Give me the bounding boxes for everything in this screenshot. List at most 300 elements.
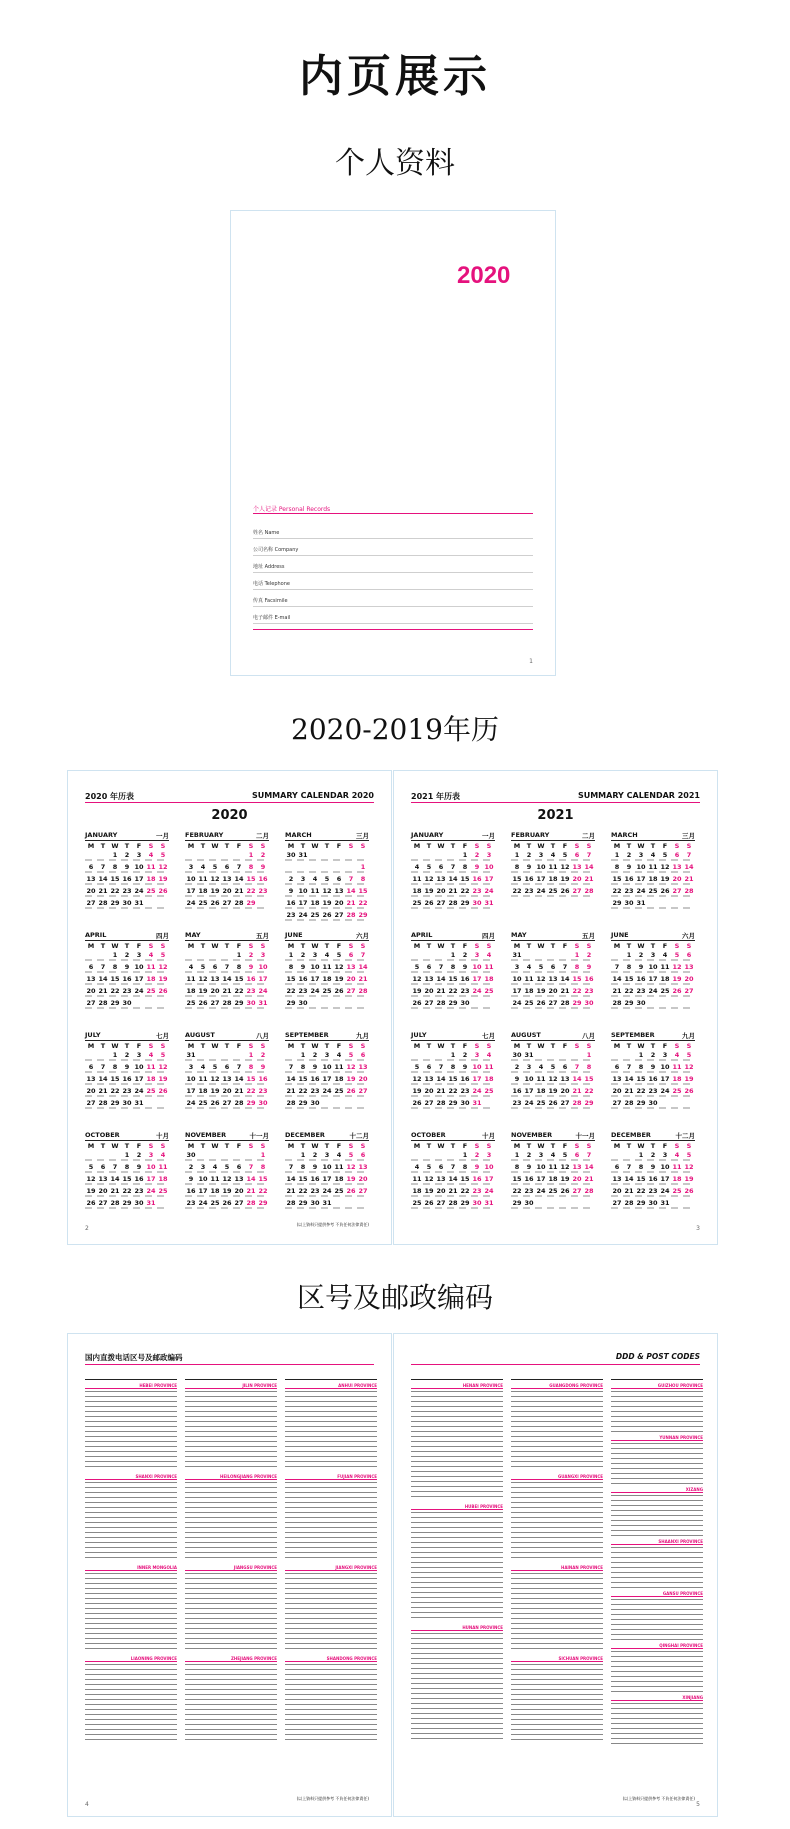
day-cell: 15 bbox=[298, 1075, 308, 1083]
day-cell: 9 bbox=[260, 1063, 266, 1071]
weekday-label: T bbox=[450, 1142, 456, 1150]
month-rule bbox=[611, 940, 695, 941]
day-cell: 7 bbox=[100, 863, 106, 871]
day-cell bbox=[197, 1151, 209, 1159]
day-cell: 21 bbox=[436, 987, 446, 995]
month-name-en: MARCH bbox=[285, 831, 312, 839]
day-cell bbox=[435, 1051, 447, 1059]
weekday-label: F bbox=[462, 842, 468, 850]
day-cell: 21 bbox=[584, 875, 594, 883]
day-cell: 6 bbox=[686, 951, 692, 959]
weekday-label: S bbox=[474, 842, 480, 850]
week-row bbox=[185, 1175, 269, 1183]
week-row bbox=[285, 1099, 369, 1107]
lunar-text bbox=[411, 995, 495, 997]
weekday-label: W bbox=[537, 1042, 545, 1050]
day-cell: 7 bbox=[236, 863, 242, 871]
day-cell: 20 bbox=[86, 887, 96, 895]
day-cell: 26 bbox=[412, 1099, 422, 1107]
week-row bbox=[85, 987, 169, 995]
day-cell: 30 bbox=[310, 1199, 320, 1207]
calendar-title-en: SUMMARY CALENDAR 2020 bbox=[251, 791, 374, 800]
month-block bbox=[611, 1031, 695, 1117]
week-row bbox=[411, 1087, 495, 1095]
weekday-label: T bbox=[526, 942, 532, 950]
day-cell: 20 bbox=[572, 875, 582, 883]
day-cell: 28 bbox=[110, 1199, 120, 1207]
lunar-text bbox=[85, 1107, 169, 1109]
day-cell: 23 bbox=[122, 1087, 132, 1095]
day-cell bbox=[411, 1151, 423, 1159]
day-cell: 31 bbox=[258, 999, 268, 1007]
day-cell: 31 bbox=[472, 1099, 482, 1107]
day-cell: 11 bbox=[146, 863, 156, 871]
day-cell: 8 bbox=[626, 963, 632, 971]
day-cell: 10 bbox=[186, 875, 196, 883]
day-cell: 12 bbox=[346, 1163, 356, 1171]
day-cell: 10 bbox=[146, 1163, 156, 1171]
day-cell: 2 bbox=[462, 1051, 468, 1059]
day-cell: 14 bbox=[234, 875, 244, 883]
day-cell bbox=[647, 999, 659, 1007]
day-cell: 8 bbox=[236, 963, 242, 971]
week-row bbox=[511, 1151, 595, 1159]
province-heading: HUNAN PROVINCE bbox=[411, 1625, 503, 1631]
day-cell: 17 bbox=[322, 1075, 332, 1083]
page-footnote: (以上資料只提供參考 不負任何法律責任) bbox=[296, 1796, 369, 1801]
day-cell: 10 bbox=[310, 963, 320, 971]
day-cell bbox=[535, 951, 547, 959]
day-cell: 26 bbox=[198, 999, 208, 1007]
lunar-text bbox=[411, 895, 495, 897]
day-cell: 4 bbox=[550, 851, 556, 859]
lunar-text bbox=[185, 1159, 269, 1161]
day-cell bbox=[345, 863, 357, 871]
week-row bbox=[611, 851, 695, 859]
day-cell bbox=[233, 1051, 245, 1059]
day-cell: 18 bbox=[672, 1075, 682, 1083]
day-cell: 18 bbox=[484, 975, 494, 983]
day-cell: 30 bbox=[246, 999, 256, 1007]
day-cell bbox=[483, 1099, 495, 1107]
day-cell: 19 bbox=[346, 1175, 356, 1183]
month-block bbox=[611, 831, 695, 917]
day-cell: 9 bbox=[626, 863, 632, 871]
month-name-en: NOVEMBER bbox=[511, 1131, 553, 1139]
day-cell: 19 bbox=[672, 975, 682, 983]
day-cell: 10 bbox=[198, 1175, 208, 1183]
province-entries bbox=[85, 1573, 177, 1653]
weekday-label: F bbox=[662, 1142, 668, 1150]
province-entries bbox=[85, 1482, 177, 1562]
day-cell: 23 bbox=[636, 987, 646, 995]
day-cell: 9 bbox=[248, 963, 254, 971]
day-cell: 2 bbox=[312, 1051, 318, 1059]
day-cell: 24 bbox=[484, 887, 494, 895]
week-row bbox=[511, 951, 595, 959]
month-rule bbox=[285, 1040, 369, 1041]
weekday-label: T bbox=[450, 1042, 456, 1050]
weekday-label: T bbox=[224, 942, 230, 950]
lunar-text bbox=[611, 895, 695, 897]
week-row bbox=[185, 1099, 269, 1107]
day-cell: 18 bbox=[146, 875, 156, 883]
day-cell: 21 bbox=[222, 987, 232, 995]
day-cell: 8 bbox=[248, 863, 254, 871]
day-cell: 22 bbox=[234, 987, 244, 995]
day-cell: 18 bbox=[412, 887, 422, 895]
province-entries bbox=[411, 1633, 503, 1743]
day-cell bbox=[257, 899, 269, 907]
day-cell: 28 bbox=[684, 887, 694, 895]
weekday-label: T bbox=[550, 942, 556, 950]
day-cell: 16 bbox=[134, 1175, 144, 1183]
month-rule bbox=[185, 840, 269, 841]
province-entries bbox=[611, 1651, 703, 1692]
day-cell bbox=[133, 999, 145, 1007]
weekday-label: F bbox=[562, 1142, 568, 1150]
day-cell: 11 bbox=[158, 1163, 168, 1171]
day-cell: 9 bbox=[288, 887, 294, 895]
month-name-cn: 十月 bbox=[482, 1132, 495, 1140]
day-cell: 31 bbox=[660, 1199, 670, 1207]
month-block bbox=[511, 1031, 595, 1117]
day-cell: 4 bbox=[414, 1163, 420, 1171]
weekday-label: F bbox=[136, 842, 142, 850]
lunar-text bbox=[85, 907, 169, 909]
day-cell: 23 bbox=[512, 1099, 522, 1107]
week-row bbox=[411, 1151, 495, 1159]
day-cell: 14 bbox=[358, 963, 368, 971]
day-cell: 10 bbox=[472, 963, 482, 971]
day-cell: 13 bbox=[548, 975, 558, 983]
day-cell bbox=[659, 899, 671, 907]
day-cell: 28 bbox=[436, 1099, 446, 1107]
day-cell: 6 bbox=[438, 863, 444, 871]
weekday-label: T bbox=[200, 942, 206, 950]
day-cell bbox=[209, 1051, 221, 1059]
month-name-cn: 四月 bbox=[156, 932, 169, 940]
day-cell bbox=[333, 999, 345, 1007]
day-cell: 8 bbox=[112, 963, 118, 971]
codes-column-header bbox=[85, 1378, 177, 1380]
day-cell: 19 bbox=[412, 1087, 422, 1095]
lunar-text bbox=[185, 1083, 269, 1085]
day-cell: 5 bbox=[562, 851, 568, 859]
day-cell: 12 bbox=[560, 863, 570, 871]
month-block bbox=[185, 1031, 269, 1117]
day-cell bbox=[333, 1199, 345, 1207]
day-cell: 26 bbox=[684, 1187, 694, 1195]
weekday-label: M bbox=[87, 842, 95, 850]
day-cell: 3 bbox=[148, 1151, 154, 1159]
day-cell: 17 bbox=[484, 875, 494, 883]
weekday-label: S bbox=[248, 942, 254, 950]
day-cell: 11 bbox=[310, 887, 320, 895]
day-cell: 29 bbox=[636, 1199, 646, 1207]
day-cell: 6 bbox=[438, 1163, 444, 1171]
day-cell: 17 bbox=[198, 1187, 208, 1195]
day-cell bbox=[345, 999, 357, 1007]
day-cell: 4 bbox=[414, 863, 420, 871]
day-cell: 5 bbox=[160, 951, 166, 959]
weekday-label: T bbox=[124, 1142, 130, 1150]
day-cell: 7 bbox=[450, 863, 456, 871]
day-cell: 26 bbox=[210, 1099, 220, 1107]
weekday-label: S bbox=[686, 1142, 692, 1150]
day-cell: 25 bbox=[672, 1087, 682, 1095]
day-cell: 31 bbox=[512, 951, 522, 959]
day-cell: 12 bbox=[210, 875, 220, 883]
day-cell: 2 bbox=[124, 951, 130, 959]
weekday-label: M bbox=[413, 842, 421, 850]
weekday-label: S bbox=[486, 1142, 492, 1150]
day-cell: 13 bbox=[424, 975, 434, 983]
lunar-text bbox=[511, 959, 595, 961]
day-cell: 13 bbox=[424, 1075, 434, 1083]
week-row bbox=[285, 1163, 369, 1171]
day-cell: 29 bbox=[110, 999, 120, 1007]
week-row bbox=[411, 887, 495, 895]
lunar-text bbox=[85, 1095, 169, 1097]
day-cell: 6 bbox=[574, 851, 580, 859]
day-cell bbox=[221, 1051, 233, 1059]
weekday-label: T bbox=[650, 1142, 656, 1150]
lunar-text bbox=[85, 959, 169, 961]
day-cell: 22 bbox=[572, 987, 582, 995]
day-cell: 8 bbox=[360, 875, 366, 883]
day-cell: 8 bbox=[300, 1063, 306, 1071]
day-cell: 23 bbox=[258, 887, 268, 895]
lunar-text bbox=[411, 871, 495, 873]
day-cell: 8 bbox=[450, 1063, 456, 1071]
day-cell: 27 bbox=[424, 1099, 434, 1107]
month-block bbox=[511, 1131, 595, 1217]
day-cell: 24 bbox=[186, 1099, 196, 1107]
lunar-text bbox=[611, 971, 695, 973]
day-cell: 29 bbox=[612, 899, 622, 907]
day-cell: 1 bbox=[574, 951, 580, 959]
day-cell: 21 bbox=[358, 975, 368, 983]
day-cell: 20 bbox=[86, 1087, 96, 1095]
month-block bbox=[411, 1031, 495, 1117]
day-cell: 20 bbox=[548, 987, 558, 995]
day-cell: 23 bbox=[258, 1087, 268, 1095]
day-cell: 22 bbox=[460, 887, 470, 895]
day-cell: 2 bbox=[586, 951, 592, 959]
lunar-text bbox=[611, 1083, 695, 1085]
week-row bbox=[85, 999, 169, 1007]
day-cell: 23 bbox=[472, 1187, 482, 1195]
day-cell: 3 bbox=[662, 1151, 668, 1159]
day-cell: 30 bbox=[186, 1151, 196, 1159]
weekday-label: S bbox=[686, 842, 692, 850]
day-cell bbox=[321, 1099, 333, 1107]
month-rule bbox=[285, 840, 369, 841]
weekday-label: T bbox=[200, 1042, 206, 1050]
day-cell: 28 bbox=[584, 887, 594, 895]
province-entries bbox=[285, 1573, 377, 1653]
day-cell bbox=[447, 1151, 459, 1159]
day-cell: 24 bbox=[472, 1087, 482, 1095]
week-row bbox=[611, 999, 695, 1007]
province-heading: XINJIANG bbox=[611, 1695, 703, 1701]
day-cell: 5 bbox=[686, 1051, 692, 1059]
month-name-en: OCTOBER bbox=[411, 1131, 446, 1139]
weekday-label: F bbox=[236, 942, 242, 950]
day-cell: 6 bbox=[550, 963, 556, 971]
day-cell: 13 bbox=[222, 1075, 232, 1083]
day-cell: 27 bbox=[572, 1187, 582, 1195]
lunar-text bbox=[411, 1083, 495, 1085]
day-cell: 21 bbox=[234, 887, 244, 895]
day-cell: 9 bbox=[514, 1075, 520, 1083]
day-cell: 24 bbox=[146, 1187, 156, 1195]
day-cell: 8 bbox=[462, 863, 468, 871]
day-cell: 16 bbox=[122, 875, 132, 883]
weekday-label: T bbox=[626, 1142, 632, 1150]
day-cell bbox=[411, 1051, 423, 1059]
day-cell bbox=[157, 1099, 169, 1107]
month-block bbox=[611, 1131, 695, 1217]
lunar-text bbox=[285, 995, 369, 997]
day-cell: 7 bbox=[288, 1063, 294, 1071]
week-row bbox=[411, 1199, 495, 1207]
day-cell: 8 bbox=[574, 963, 580, 971]
lunar-text bbox=[285, 1159, 369, 1161]
province-heading: SHANDONG PROVINCE bbox=[285, 1656, 377, 1662]
month-block bbox=[285, 1131, 369, 1217]
day-cell: 18 bbox=[524, 987, 534, 995]
day-cell: 19 bbox=[560, 875, 570, 883]
day-cell: 1 bbox=[462, 1151, 468, 1159]
weekday-label: W bbox=[111, 1042, 119, 1050]
day-cell bbox=[345, 1199, 357, 1207]
day-cell: 4 bbox=[312, 875, 318, 883]
day-cell: 16 bbox=[524, 1175, 534, 1183]
day-cell: 15 bbox=[512, 875, 522, 883]
day-cell: 16 bbox=[584, 975, 594, 983]
day-cell: 15 bbox=[122, 1175, 132, 1183]
week-row bbox=[85, 963, 169, 971]
weekday-label: W bbox=[111, 842, 119, 850]
day-cell: 10 bbox=[134, 1063, 144, 1071]
weekday-label: S bbox=[674, 1142, 680, 1150]
weekday-label: T bbox=[300, 1142, 306, 1150]
day-cell: 24 bbox=[648, 987, 658, 995]
lunar-text bbox=[85, 859, 169, 861]
lunar-text bbox=[511, 1095, 595, 1097]
lunar-text bbox=[185, 883, 269, 885]
day-cell: 21 bbox=[624, 1187, 634, 1195]
day-cell: 16 bbox=[512, 1087, 522, 1095]
day-cell: 2 bbox=[136, 1151, 142, 1159]
day-cell: 30 bbox=[636, 999, 646, 1007]
weekday-label: S bbox=[348, 1142, 354, 1150]
day-cell: 11 bbox=[660, 963, 670, 971]
day-cell: 26 bbox=[412, 999, 422, 1007]
day-cell: 16 bbox=[298, 975, 308, 983]
day-cell: 18 bbox=[412, 1187, 422, 1195]
day-cell: 1 bbox=[124, 1151, 130, 1159]
province-heading: ZHEJIANG PROVINCE bbox=[185, 1656, 277, 1662]
month-name-cn: 五月 bbox=[582, 932, 595, 940]
day-cell bbox=[671, 1199, 683, 1207]
month-name-en: JULY bbox=[85, 1031, 101, 1039]
calendar-title-cn: 2020 年历表 bbox=[85, 792, 135, 801]
day-cell: 19 bbox=[322, 899, 332, 907]
codes-column bbox=[185, 1378, 277, 1744]
day-cell: 9 bbox=[188, 1175, 194, 1183]
week-row bbox=[85, 899, 169, 907]
day-cell: 6 bbox=[224, 863, 230, 871]
province-heading: FUJIAN PROVINCE bbox=[285, 1474, 377, 1480]
day-cell: 12 bbox=[660, 863, 670, 871]
week-row bbox=[85, 975, 169, 983]
weekday-label: S bbox=[586, 942, 592, 950]
province-entries bbox=[285, 1482, 377, 1562]
codes-column bbox=[285, 1378, 377, 1744]
week-row bbox=[185, 975, 269, 983]
day-cell: 4 bbox=[160, 1151, 166, 1159]
weekday-label: T bbox=[324, 842, 330, 850]
lunar-text bbox=[285, 1071, 369, 1073]
weekday-label: T bbox=[526, 1042, 532, 1050]
week-row bbox=[411, 863, 495, 871]
day-cell: 24 bbox=[660, 1187, 670, 1195]
day-cell: 13 bbox=[612, 1175, 622, 1183]
month-block bbox=[611, 931, 695, 1017]
weekday-label: S bbox=[360, 1042, 366, 1050]
day-cell: 12 bbox=[198, 975, 208, 983]
day-cell: 26 bbox=[158, 1087, 168, 1095]
week-row bbox=[611, 1175, 695, 1183]
day-cell: 11 bbox=[198, 1075, 208, 1083]
day-cell: 7 bbox=[686, 851, 692, 859]
week-row bbox=[285, 863, 369, 871]
day-cell: 6 bbox=[574, 1151, 580, 1159]
day-cell: 25 bbox=[210, 1199, 220, 1207]
day-cell: 20 bbox=[424, 987, 434, 995]
week-row bbox=[85, 1063, 169, 1071]
day-cell: 15 bbox=[512, 1175, 522, 1183]
record-field-label: 姓名 Name bbox=[253, 530, 280, 536]
day-cell: 20 bbox=[572, 1175, 582, 1183]
page-footnote: (以上資料只提供參考 不負任何法律責任) bbox=[622, 1796, 695, 1801]
day-cell: 13 bbox=[222, 875, 232, 883]
day-cell: 25 bbox=[484, 1087, 494, 1095]
day-cell: 9 bbox=[526, 1163, 532, 1171]
day-cell: 25 bbox=[412, 1199, 422, 1207]
week-row bbox=[411, 951, 495, 959]
day-cell: 29 bbox=[460, 1199, 470, 1207]
day-cell: 18 bbox=[198, 1087, 208, 1095]
day-cell: 2 bbox=[650, 1051, 656, 1059]
day-cell: 16 bbox=[286, 899, 296, 907]
day-cell: 3 bbox=[260, 951, 266, 959]
week-row bbox=[411, 975, 495, 983]
week-row bbox=[85, 951, 169, 959]
province-heading: GUIZHOU PROVINCE bbox=[611, 1383, 703, 1389]
day-cell: 7 bbox=[100, 963, 106, 971]
weekday-label: T bbox=[324, 942, 330, 950]
day-cell bbox=[671, 899, 683, 907]
day-cell bbox=[683, 1199, 695, 1207]
week-row bbox=[85, 875, 169, 883]
week-row bbox=[611, 1075, 695, 1083]
week-row bbox=[185, 987, 269, 995]
weekday-header bbox=[411, 842, 495, 850]
